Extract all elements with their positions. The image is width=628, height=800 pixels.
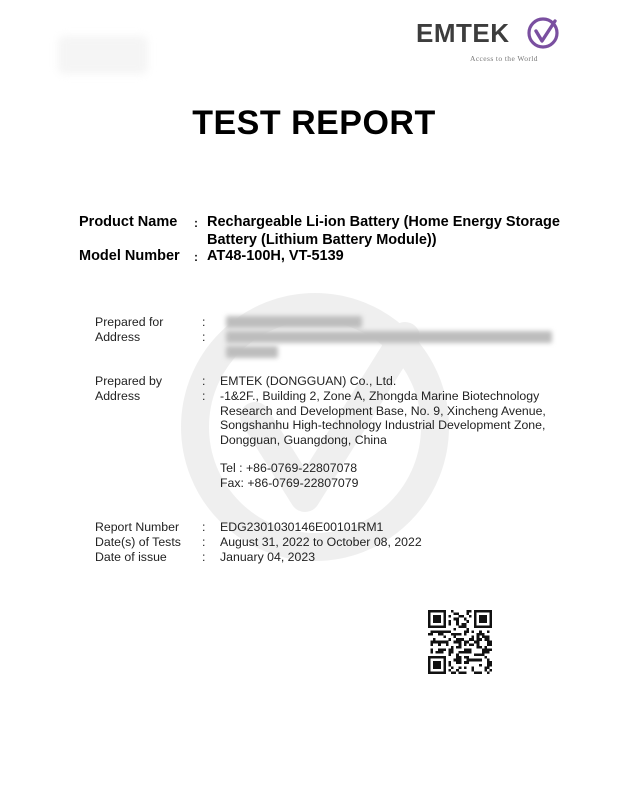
model-number-label: Model Number (79, 248, 180, 264)
document-title: TEST REPORT (192, 104, 436, 142)
prepared-by-label: Prepared by (95, 374, 162, 388)
model-number-colon: : (194, 250, 198, 264)
prepared-for-colon: : (202, 315, 206, 329)
client-address-label: Address (95, 330, 141, 344)
lab-company-name: EMTEK (DONGGUAN) Co., Ltd. (220, 374, 397, 388)
lab-address-line: Songshanhu High-technology Industrial Development Zone, (220, 418, 546, 433)
product-name-value (207, 214, 560, 249)
report-number-value: EDG2301030146E00101RM1 (220, 520, 384, 534)
lab-address-label: Address (95, 389, 141, 403)
product-name-line-2: Battery (Lithium Battery Module)) (207, 231, 437, 248)
emtek-check-circle-icon (526, 16, 560, 50)
corner-blur (58, 36, 148, 74)
issue-date-value: January 04, 2023 (220, 550, 316, 564)
report-number-colon: : (202, 520, 206, 534)
issue-date-colon: : (202, 550, 206, 564)
product-name-line-1: Rechargeable Li-ion Battery (Home Energy Storage (207, 214, 560, 230)
report-number-label: Report Number (95, 520, 180, 534)
emtek-logo (416, 14, 576, 66)
lab-address-colon: : (202, 389, 206, 403)
lab-address (220, 389, 580, 448)
lab-address-line: -1&2F., Building 2, Zone A, Zhongda Marine Biotechnology (220, 389, 540, 403)
qr-code-icon (428, 610, 492, 674)
issue-date-label: Date of issue (95, 550, 167, 564)
test-dates-label: Date(s) of Tests (95, 535, 181, 549)
prepared-by-colon: : (202, 374, 206, 388)
client-address-redacted-2 (226, 346, 278, 358)
model-number-value: AT48-100H, VT-5139 (207, 248, 344, 264)
test-dates-colon: : (202, 535, 206, 549)
product-name-colon: : (194, 216, 198, 230)
product-name-label: Product Name (79, 214, 178, 230)
logo-wordmark: EMTEK (416, 18, 510, 48)
lab-fax: Fax: +86-0769-22807079 (220, 476, 359, 490)
client-address-redacted-1 (226, 331, 552, 343)
client-address-colon: : (202, 330, 206, 344)
prepared-for-label: Prepared for (95, 315, 164, 329)
lab-address-line: Dongguan, Guangdong, China (220, 433, 387, 448)
lab-telephone: Tel : +86-0769-22807078 (220, 461, 358, 475)
test-dates-value: August 31, 2022 to October 08, 2022 (220, 535, 422, 549)
prepared-for-redacted (226, 316, 362, 328)
lab-address-line: Research and Development Base, No. 9, Xincheng Avenue, (220, 403, 546, 418)
logo-tagline: Access to the World (470, 54, 538, 63)
